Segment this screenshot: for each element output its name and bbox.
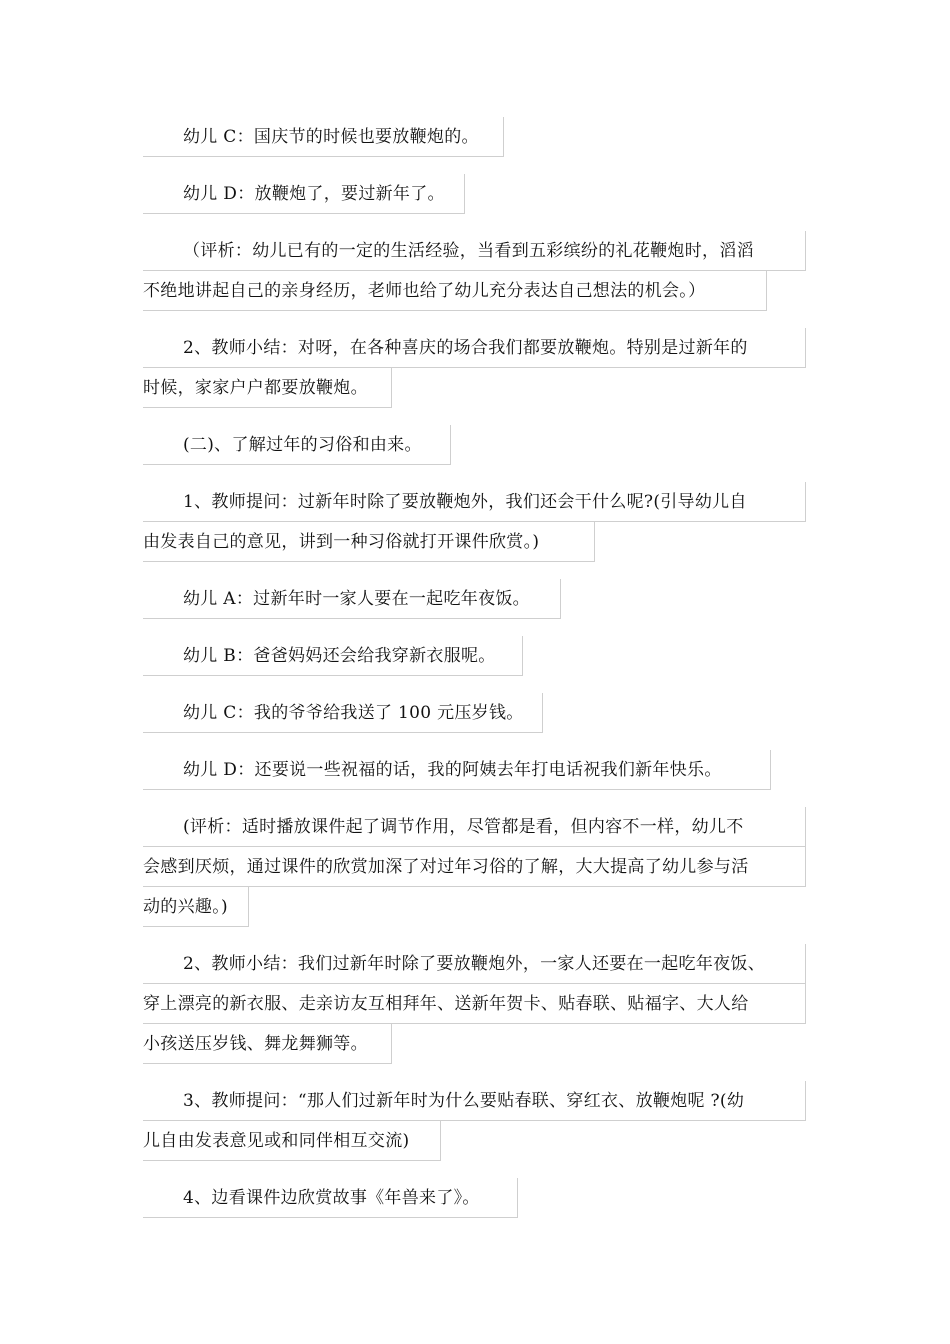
- paragraph-teacher-summary-2: [143, 944, 806, 1064]
- paragraph-story: [143, 1178, 806, 1218]
- paragraph-line: 1、教师提问：过新年时除了要放鞭炮外，我们还会干什么呢?(引导幼儿自: [143, 482, 806, 522]
- paragraph-child-b: [143, 636, 806, 676]
- paragraph-line: 2、教师小结：对呀，在各种喜庆的场合我们都要放鞭炮。特别是过新年的: [143, 328, 806, 368]
- paragraph-line: 由发表自己的意见，讲到一种习俗就打开课件欣赏。): [143, 522, 595, 562]
- paragraph-line: 2、教师小结：我们过新年时除了要放鞭炮外，一家人还要在一起吃年夜饭、: [143, 944, 806, 984]
- paragraph-child-d-2: [143, 750, 806, 790]
- paragraph-line: 3、教师提问：“那人们过新年时为什么要贴春联、穿红衣、放鞭炮呢 ?(幼: [143, 1081, 806, 1121]
- paragraph-line: （评析：幼儿已有的一定的生活经验，当看到五彩缤纷的礼花鞭炮时，滔滔: [143, 231, 806, 271]
- paragraph-line: (二)、了解过年的习俗和由来。: [143, 425, 451, 465]
- paragraph-child-a: [143, 579, 806, 619]
- paragraph-line: 幼儿 D：放鞭炮了，要过新年了。: [143, 174, 465, 214]
- paragraph-teacher-question-3: [143, 1081, 806, 1161]
- paragraph-child-d: [143, 174, 806, 214]
- paragraph-line: 时候，家家户户都要放鞭炮。: [143, 368, 392, 408]
- paragraph-line: 穿上漂亮的新衣服、走亲访友互相拜年、送新年贺卡、贴春联、贴福字、大人给: [143, 984, 806, 1024]
- paragraph-line: 会感到厌烦，通过课件的欣赏加深了对过年习俗的了解，大大提高了幼儿参与活: [143, 847, 806, 887]
- paragraph-line: 不绝地讲起自己的亲身经历，老师也给了幼儿充分表达自己想法的机会。）: [143, 271, 767, 311]
- paragraph-commentary-2: [143, 807, 806, 927]
- section-heading-customs: [143, 425, 806, 465]
- paragraph-child-c-2: [143, 693, 806, 733]
- paragraph-teacher-question-1: [143, 482, 806, 562]
- paragraph-child-c: [143, 117, 806, 157]
- paragraph-line: 幼儿 B：爸爸妈妈还会给我穿新衣服呢。: [143, 636, 523, 676]
- paragraph-line: 小孩送压岁钱、舞龙舞狮等。: [143, 1024, 392, 1064]
- paragraph-teacher-summary-1: [143, 328, 806, 408]
- paragraph-line: 幼儿 C：我的爷爷给我送了 100 元压岁钱。: [143, 693, 543, 733]
- paragraph-line: 4、边看课件边欣赏故事《年兽来了》。: [143, 1178, 518, 1218]
- paragraph-line: 幼儿 A：过新年时一家人要在一起吃年夜饭。: [143, 579, 561, 619]
- paragraph-line: 幼儿 D：还要说一些祝福的话，我的阿姨去年打电话祝我们新年快乐。: [143, 750, 771, 790]
- paragraph-line: 幼儿 C：国庆节的时候也要放鞭炮的。: [143, 117, 504, 157]
- paragraph-line: (评析：适时播放课件起了调节作用，尽管都是看，但内容不一样，幼儿不: [143, 807, 806, 847]
- paragraph-line: 动的兴趣。): [143, 887, 249, 927]
- paragraph-line: 儿自由发表意见或和同伴相互交流): [143, 1121, 441, 1161]
- paragraph-commentary-1: [143, 231, 806, 311]
